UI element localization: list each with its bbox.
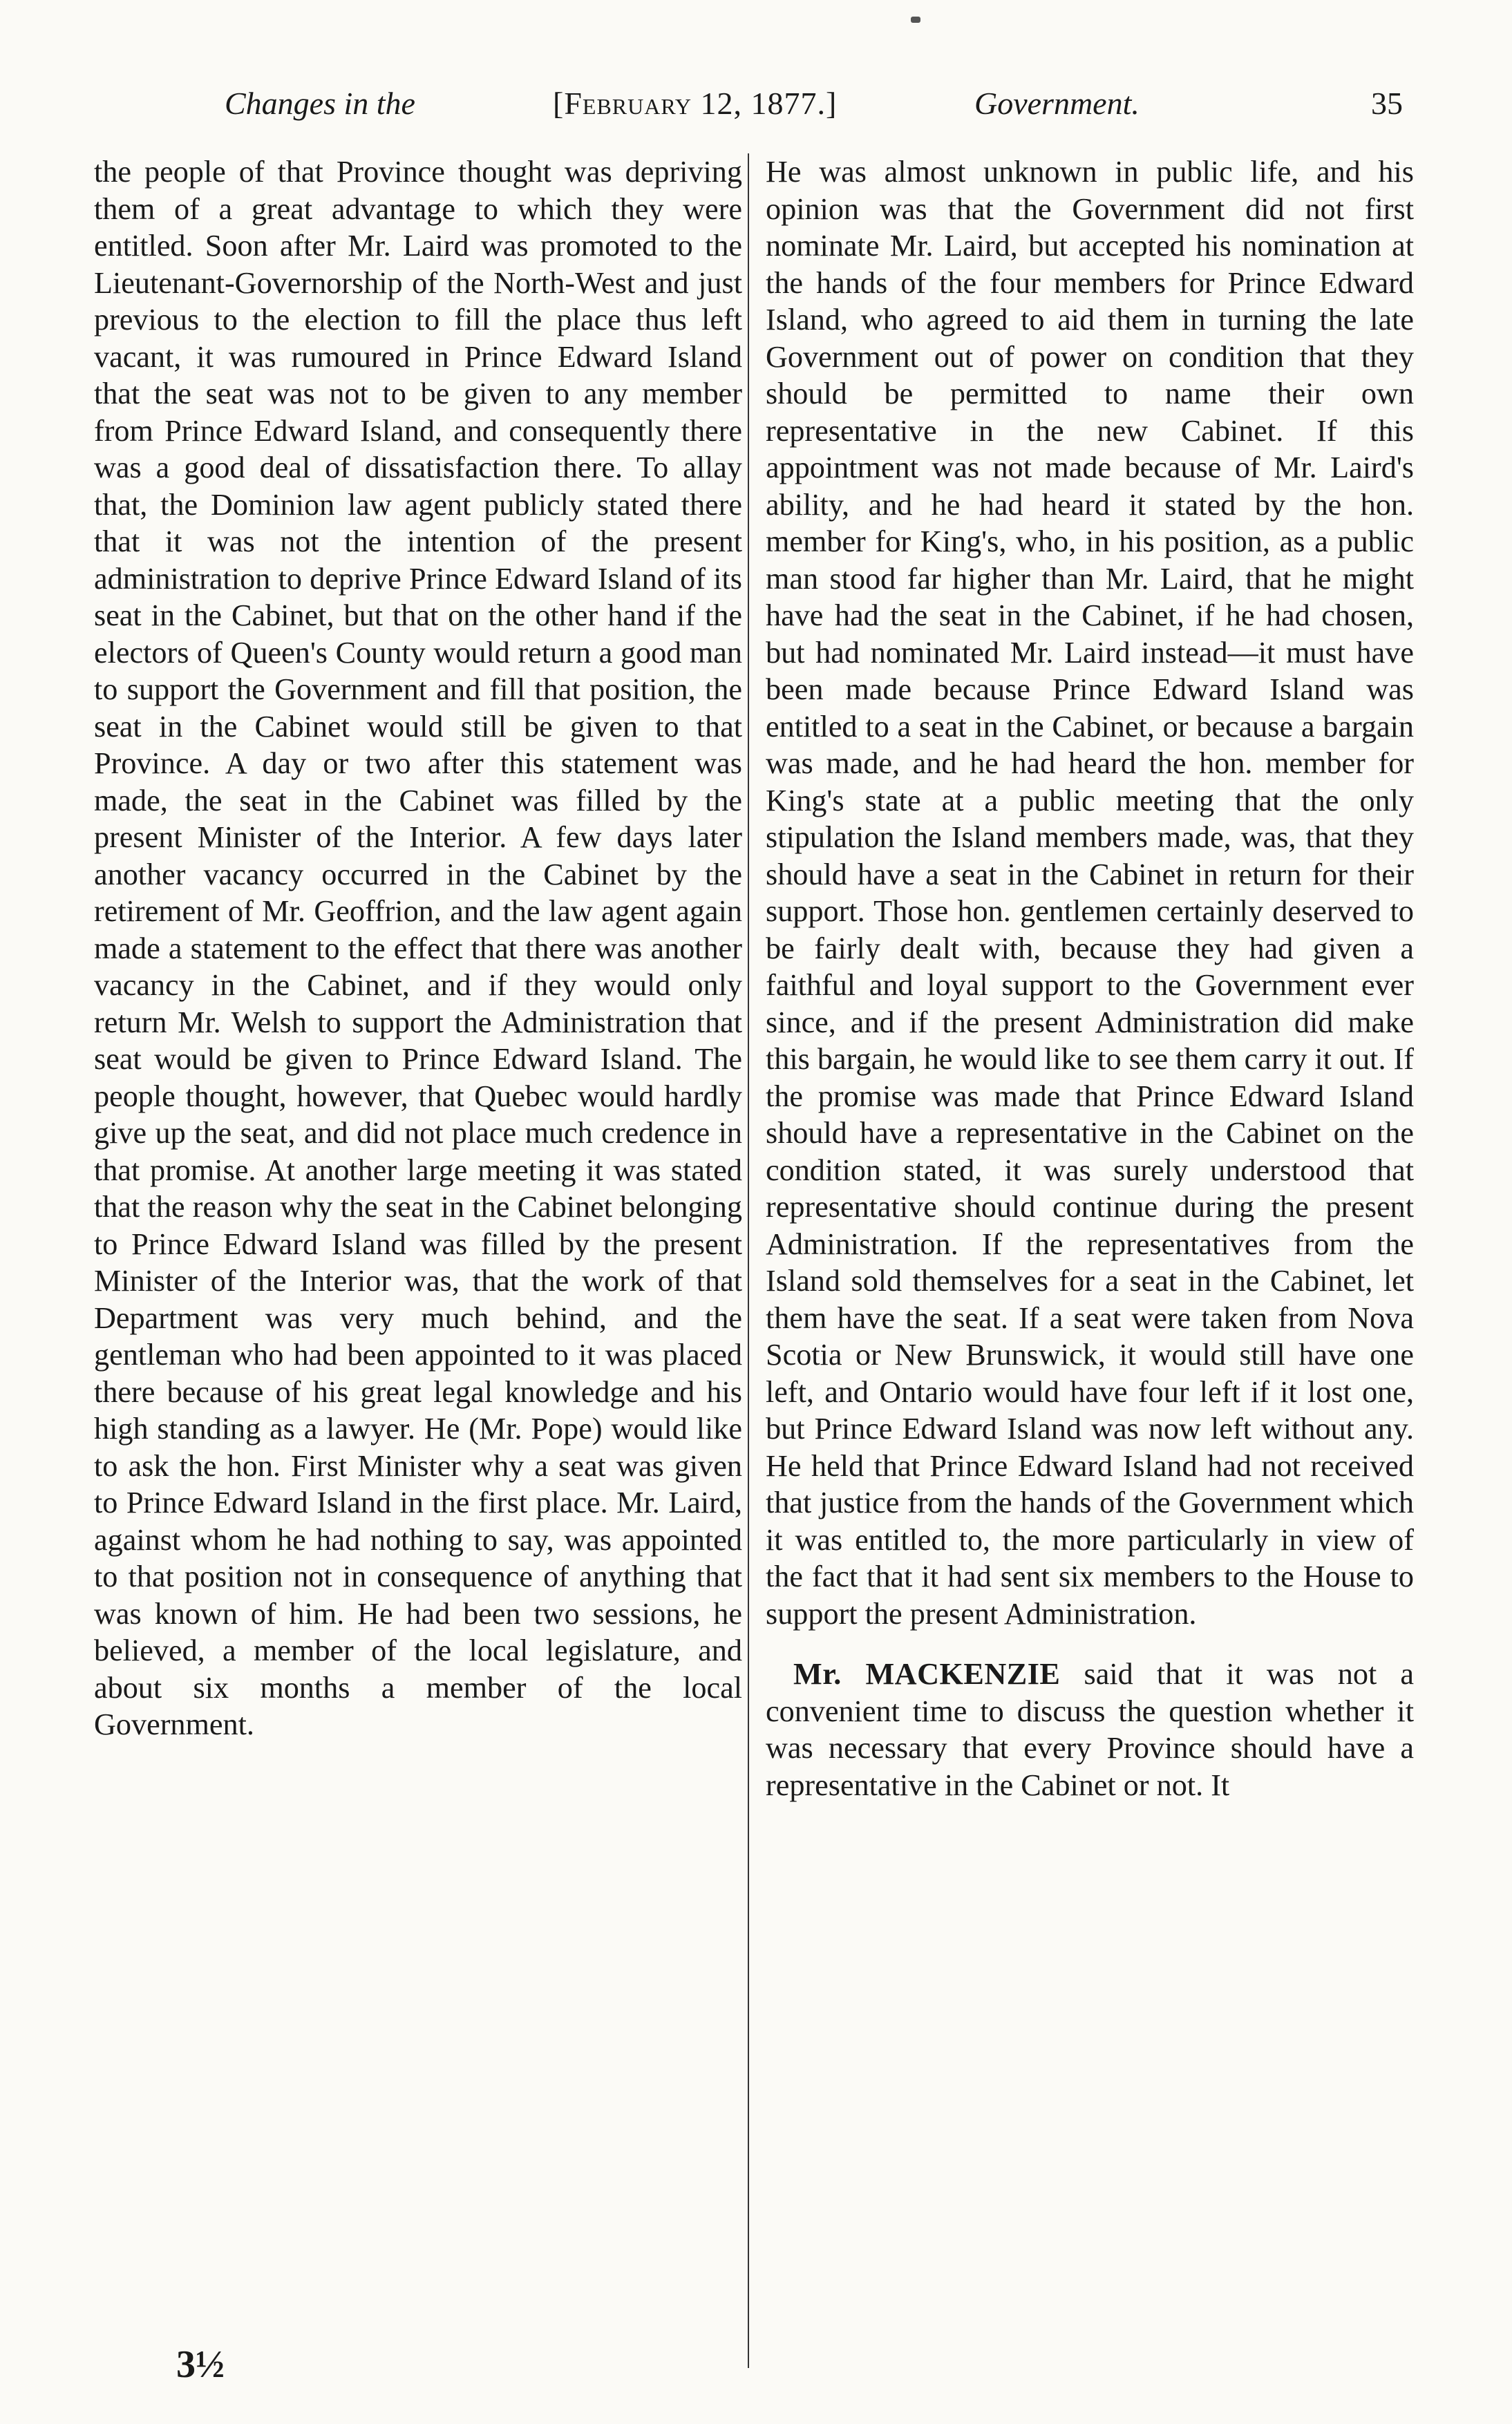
print-mark xyxy=(911,17,920,23)
header-left: Changes in the xyxy=(225,86,415,121)
column-divider xyxy=(748,153,749,2368)
running-header xyxy=(193,76,1403,131)
speaker-name: Mr. MACKENZIE xyxy=(793,1657,1061,1691)
left-column xyxy=(94,153,742,1743)
page-number: 35 xyxy=(1371,86,1403,121)
right-paragraph-2 xyxy=(766,1656,1414,1803)
speaker-text: said that it was not a convenient time to discuss the question whether it was necessary that every Province should have a representative in the Cabinet or not. It xyxy=(766,1657,1414,1802)
header-date: [February 12, 1877.] xyxy=(553,86,838,121)
right-column xyxy=(766,153,1414,1803)
right-paragraph-1: He was almost unknown in public life, and his opinion was that the Government did not first nominate Mr. Laird, but accepted his nomination at the hands of the four members for Prince Edward Island, who agreed to aid them in turning the late Government out of power on condition that they should be permitted to name their own representative in the new Cabinet. If this appointment was not made because of Mr. Laird's ability, and he had heard it stated by the hon. member for King's, who, in his position, as a public man stood far higher than Mr. Laird, that he might have had the seat in the Cabinet, if he had chosen, but had nominated Mr. Laird instead—it must have been made because Prince Edward Island was entitled to a seat in the Cabinet, or because a bargain was made, and he had heard the hon. member for King's state at a public meeting that the only stipulation the Island members made, was, that they should have a seat in the Cabinet in return for their support. Those hon. gentlemen certainly deserved to be fairly dealt with, because they had given a faithful and loyal support to the Government ever since, and if the present Administration did make this bargain, he would like to see them carry it out. If the promise was made that Prince Edward Island should have a representative in the Cabinet on the condition stated, it was surely understood that representative should continue during the present Administration. If the representatives from the Island sold themselves for a seat in the Cabinet, let them have the seat. If a seat were taken from Nova Scotia or New Brunswick, it would still have one left, and Ontario would have four left if it lost one, but Prince Edward Island was now left without any. He held that Prince Edward Island had not received that justice from the hands of the Government which it was entitled to, the more particularly in view of the fact that it had sent six members to the House to support the present Administration. xyxy=(766,155,1414,1631)
header-right: Government. xyxy=(974,86,1140,121)
left-column-text: the people of that Province thought was depriving them of a great advantage to which they were entitled. Soon after Mr. Laird was promoted to the Lieutenant-Governorship of the North-West and just previous to the election to fill the place thus left vacant, it was rumoured in Prince Edward Island that the seat was not to be given to any member from Prince Edward Island, and consequently there was a good deal of dissatisfaction there. To allay that, the Dominion law agent publicly stated there that it was not the intention of the present administration to deprive Prince Edward Island of its seat in the Cabinet, but that on the other hand if the electors of Queen's County would return a good man to support the Government and fill that position, the seat in the Cabinet would still be given to that Province. A day or two after this statement was made, the seat in the Cabinet was filled by the present Minister of the Interior. A few days later another vacancy occurred in the Cabinet by the retirement of Mr. Geoffrion, and the law agent again made a statement to the effect that there was another vacancy in the Cabinet, and if they would only return Mr. Welsh to support the Administration that seat would be given to Prince Edward Island. The people thought, however, that Quebec would hardly give up the seat, and did not place much credence in that promise. At another large meeting it was stated that the reason why the seat in the Cabinet belonging to Prince Edward Island was filled by the present Minister of the Interior was, that the work of that Department was very much behind, and the gentleman who had been appointed to it was placed there because of his great legal knowledge and his high standing as a lawyer. He (Mr. Pope) would like to ask the hon. First Minister why a seat was given to Prince Edward Island in the first place. Mr. Laird, against whom he had nothing to say, was appointed to that position not in consequence of anything that was known of him. He had been two sessions, he believed, a member of the local legislature, and about six months a member of the local Government. xyxy=(94,155,742,1741)
signature-mark: 3½ xyxy=(176,2343,225,2386)
